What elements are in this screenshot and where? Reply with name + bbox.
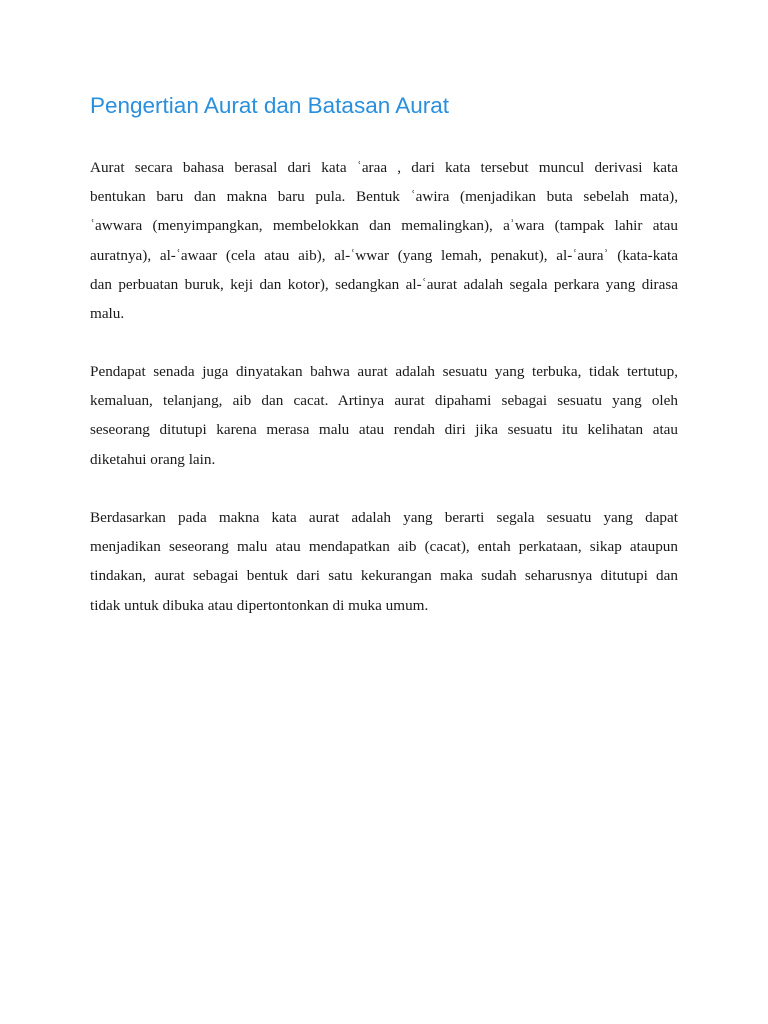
- paragraph-line: menjadikan seseorang malu atau mendapatkan aib (cacat), entah perkataan, sikap ataupun: [90, 538, 678, 556]
- paragraph-line: bentukan baru dan makna baru pula. Bentuk ʿawira (menjadikan buta sebelah mata),: [90, 188, 678, 206]
- paragraph-line: Berdasarkan pada makna kata aurat adalah yang berarti segala sesuatu yang dapat: [90, 509, 678, 526]
- paragraph-line: Pendapat senada juga dinyatakan bahwa aurat adalah sesuatu yang terbuka, tidak tertutup,: [90, 363, 678, 380]
- paragraph-line: Aurat secara bahasa berasal dari kata ʿaraa , dari kata tersebut muncul derivasi kata: [90, 159, 678, 176]
- paragraph-line: seseorang ditutupi karena merasa malu atau rendah diri jika sesuatu itu kelihatan atau: [90, 421, 678, 439]
- paragraph-line: tidak untuk dibuka atau dipertontonkan di muka umum.: [90, 596, 429, 614]
- page-title: Pengertian Aurat dan Batasan Aurat: [90, 93, 450, 118]
- paragraph-1: [90, 153, 678, 328]
- paragraph-line: auratnya), al-ʿawaar (cela atau aib), al-ʿwwar (yang lemah, penakut), al-ʿauraʾ (kata-kata: [90, 246, 678, 264]
- paragraph-line: ʿawwara (menyimpangkan, membelokkan dan memalingkan), aʾwara (tampak lahir atau: [90, 217, 678, 235]
- paragraph-line: dan perbuatan buruk, keji dan kotor), sedangkan al-ʿaurat adalah segala perkara yang dirasa: [90, 275, 678, 293]
- paragraph-line: kemaluan, telanjang, aib dan cacat. Artinya aurat dipahami sebagai sesuatu yang oleh: [90, 392, 678, 410]
- paragraph-line: malu.: [90, 304, 125, 322]
- paragraph-line: tindakan, aurat sebagai bentuk dari satu kekurangan maka sudah seharusnya ditutupi dan: [90, 567, 678, 585]
- paragraph-2: [90, 357, 678, 474]
- paragraph-3: [90, 503, 678, 620]
- paragraph-line: diketahui orang lain.: [90, 450, 216, 468]
